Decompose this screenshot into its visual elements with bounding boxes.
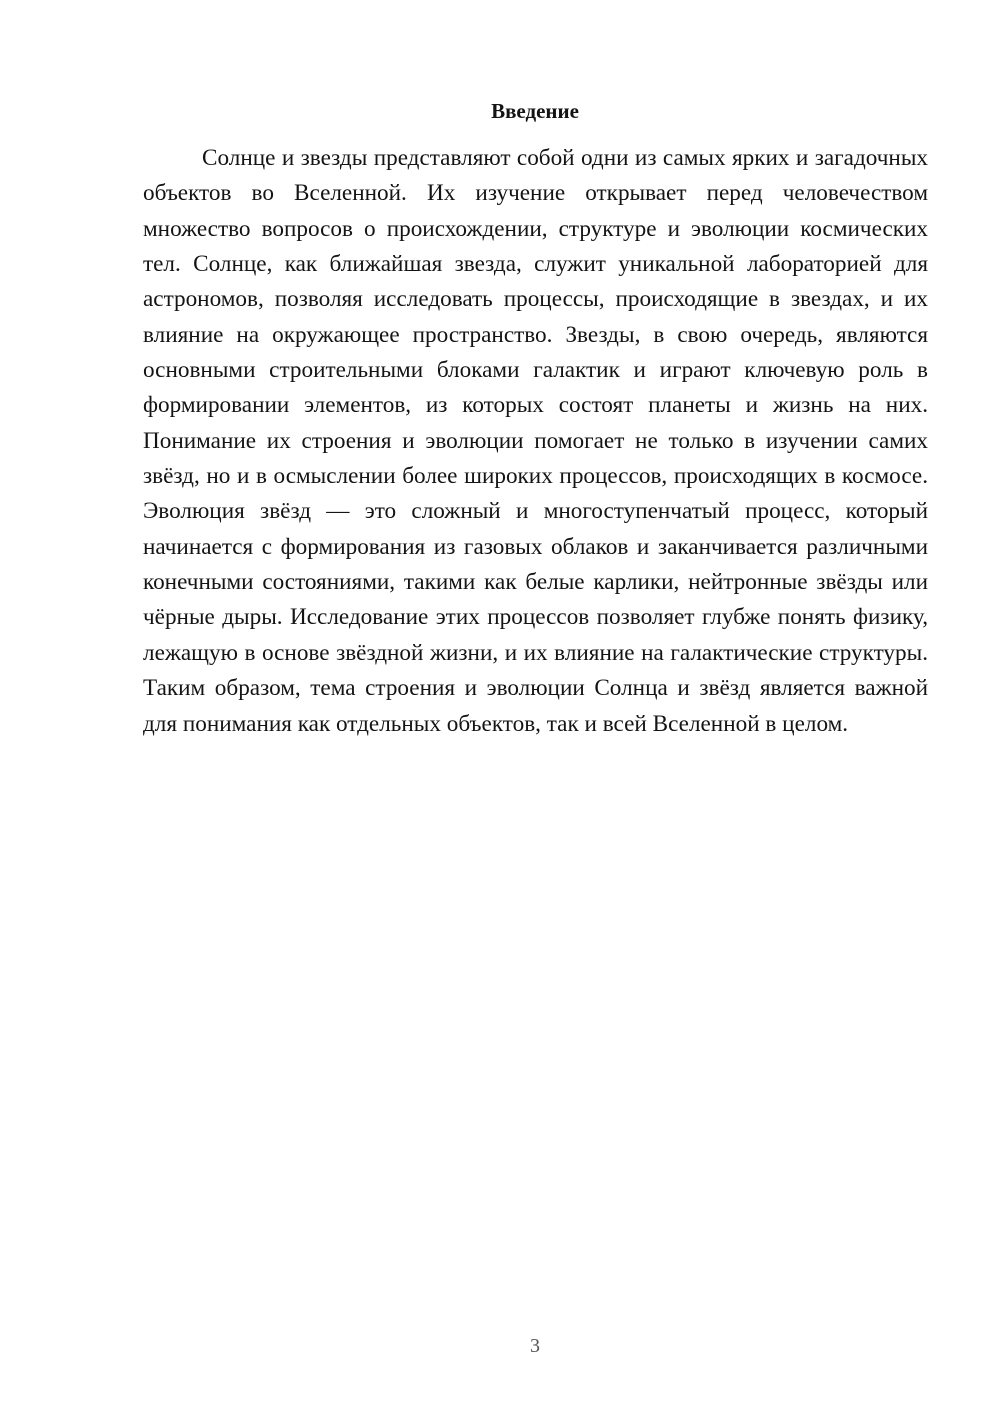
introduction-paragraph: Солнце и звезды представляют собой одни из самых ярких и загадочных объектов во Вселенной. Их изучение открывает перед человечеством множество вопросов о происхождении, структуре и эволюции космических тел. Солнце, как ближайшая звезда, служит уникальной лабораторией для астрономов, позволяя исследовать процессы, происходящие в звездах, и их влияние на окружающее пространство. Звезды, в свою очередь, являются основными строительными блоками галактик и играют ключевую роль в формировании элементов, из которых состоят планеты и жизнь на них. Понимание их строения и эволюции помогает не только в изучении самих звёзд, но и в осмыслении более широких процессов, происходящих в космосе. Эволюция звёзд — это сложный и многоступенчатый процесс, который начинается с формирования из газовых облаков и заканчивается различными конечными состояниями, такими как белые карлики, нейтронные звёзды или чёрные дыры. Исследование этих процессов позволяет глубже понять физику, лежащую в основе звёздной жизни, и их влияние на галактические структуры. Таким образом, тема строения и эволюции Солнца и звёзд является важной для понимания как отдельных объектов, так и всей Вселенной в целом. [143, 145, 928, 737]
section-heading: Введение [491, 99, 579, 123]
page-number: 3 [530, 1335, 540, 1357]
